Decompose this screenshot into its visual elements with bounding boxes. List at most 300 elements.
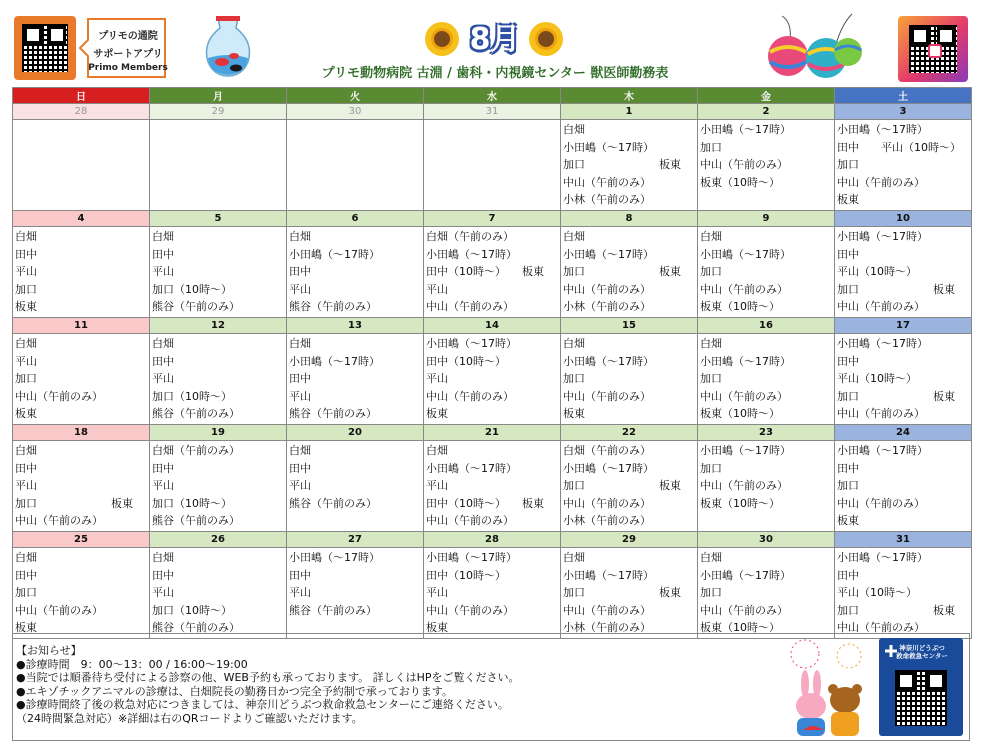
day-cell <box>561 334 698 425</box>
vet-line <box>15 263 147 281</box>
vet-name: 小田嶋（～17時） <box>289 354 380 368</box>
vet-name: 加口 <box>700 586 722 600</box>
vet-name: 白畑 <box>563 123 585 136</box>
vet-name: 小田嶋（～17時） <box>563 140 654 154</box>
vet-name: 平山（10時～） <box>837 265 917 279</box>
vet-line <box>837 156 969 174</box>
vet-line <box>152 549 284 567</box>
vet-line <box>700 388 832 406</box>
vet-line <box>426 281 558 299</box>
vet-name: 平山 <box>289 479 311 493</box>
vet-line <box>152 281 284 299</box>
vet-name: 中山（午前のみ） <box>426 514 514 528</box>
day-cell <box>698 227 835 318</box>
notice-box <box>12 633 970 741</box>
vet-name: 板東 <box>837 514 859 528</box>
vet-line <box>15 460 147 478</box>
date-number: 30 <box>698 532 835 548</box>
date-number: 3 <box>835 104 972 120</box>
vet-line <box>152 512 284 530</box>
day-cell <box>13 548 150 639</box>
app-badge-line3: Primo Members <box>88 63 168 73</box>
date-number: 28 <box>13 104 150 120</box>
vet-name: 平山 <box>426 372 448 386</box>
vet-name: 小林（午前のみ） <box>563 300 651 314</box>
date-number-row <box>13 318 972 334</box>
date-number: 6 <box>287 211 424 227</box>
vet-line <box>700 335 832 353</box>
qr-code-icon <box>22 24 68 72</box>
vet-line <box>15 549 147 567</box>
vet-name: 白畑 <box>152 551 174 564</box>
vet-line <box>837 263 969 281</box>
app-badge-line1: プリモの通院 <box>98 31 158 42</box>
notice-line: ●診療時間終了後の救急対応につきましては、神奈川どうぶつ救命救急センターにご連絡ください。 <box>16 698 509 711</box>
vet-line <box>426 584 558 602</box>
vet-name: 中山（午前のみ） <box>15 389 103 403</box>
duty-row <box>13 441 972 532</box>
vet-name: 田中（10時～） <box>426 265 506 279</box>
weekday-header-saturday: 土 <box>835 88 972 104</box>
vet-line <box>426 477 558 495</box>
day-cell <box>150 227 287 318</box>
vet-line <box>563 370 695 388</box>
vet-line <box>700 156 832 174</box>
day-cell <box>835 334 972 425</box>
vet-name: 熊谷（午前のみ） <box>289 496 377 510</box>
vet-name: 平山 <box>426 479 448 493</box>
vet-line <box>289 567 421 585</box>
vet-name: 加口 <box>563 586 585 600</box>
vet-name: 田中（10時～） <box>426 354 506 368</box>
vet-line <box>563 495 695 513</box>
vet-line <box>837 353 969 371</box>
vet-line <box>289 388 421 406</box>
vet-line <box>289 442 421 460</box>
vet-line <box>700 228 832 246</box>
vet-name: 田中 <box>289 461 311 475</box>
vet-name-secondary: 板東 <box>522 496 544 510</box>
vet-name: 白畑 <box>289 230 311 243</box>
vet-line <box>15 370 147 388</box>
vet-line <box>152 246 284 264</box>
vet-name: 加口 <box>837 479 859 493</box>
vet-line <box>700 263 832 281</box>
vet-name: 田中 <box>15 247 37 261</box>
vet-name: 加口 <box>563 158 585 172</box>
rabbit-and-bear-mascot-icon <box>783 636 875 740</box>
vet-name: 加口 <box>563 265 585 279</box>
vet-name-secondary: 板東 <box>933 389 955 403</box>
vet-name: 白畑 <box>152 337 174 350</box>
vet-name: 板東 <box>426 621 448 635</box>
vet-name: 中山（午前のみ） <box>700 603 788 617</box>
vet-line <box>837 549 969 567</box>
vet-name: 田中 <box>15 568 37 582</box>
vet-name: 加口 <box>700 461 722 475</box>
vet-name: 小田嶋（～17時） <box>563 461 654 475</box>
vet-line <box>700 246 832 264</box>
date-number: 15 <box>561 318 698 334</box>
date-number: 23 <box>698 425 835 441</box>
vet-name: 加口 <box>15 496 37 510</box>
vet-name: 田中 <box>289 265 311 279</box>
vet-line <box>289 228 421 246</box>
vet-name: 板東（10時～） <box>700 496 780 510</box>
vet-name: 白畑 <box>15 230 37 243</box>
vet-line <box>152 567 284 585</box>
notice-title: 【お知らせ】 <box>16 644 82 657</box>
duty-row <box>13 548 972 639</box>
vet-line <box>563 281 695 299</box>
weekday-header-row <box>13 88 972 104</box>
date-number: 18 <box>13 425 150 441</box>
vet-line <box>837 281 969 299</box>
vet-name: 白畑 <box>700 551 722 564</box>
date-number: 10 <box>835 211 972 227</box>
vet-name: 中山（午前のみ） <box>426 300 514 314</box>
vet-line <box>289 263 421 281</box>
vet-name: 中山（午前のみ） <box>700 479 788 493</box>
vet-line <box>563 298 695 316</box>
vet-name: 熊谷（午前のみ） <box>152 621 240 635</box>
vet-name: 中山（午前のみ） <box>15 603 103 617</box>
vet-name: 小田嶋（～17時） <box>289 247 380 261</box>
vet-name: 白畑（午前のみ） <box>152 444 240 457</box>
vet-name: 小田嶋（～17時） <box>837 444 928 457</box>
date-number: 30 <box>287 104 424 120</box>
vet-name: 板東 <box>15 300 37 314</box>
vet-line <box>837 495 969 513</box>
day-cell <box>13 120 150 211</box>
vet-name: 平山 <box>289 282 311 296</box>
date-number: 16 <box>698 318 835 334</box>
vet-name: 板東（10時～） <box>700 175 780 189</box>
vet-line <box>837 174 969 192</box>
app-badge-line2: サポートアプリ <box>93 49 163 60</box>
vet-name: 小田嶋（～17時） <box>700 354 791 368</box>
vet-line <box>152 353 284 371</box>
vet-name: 小田嶋（～17時） <box>289 551 380 564</box>
day-cell <box>424 548 561 639</box>
vet-name: 加口 <box>837 603 859 617</box>
vet-name: 白畑 <box>426 444 448 457</box>
vet-name: 加口 <box>563 479 585 493</box>
vet-name-secondary: 板東 <box>111 496 133 510</box>
vet-name: 中山（午前のみ） <box>426 603 514 617</box>
water-balloon-icon <box>762 12 872 86</box>
vet-name-secondary: 板東 <box>933 282 955 296</box>
day-cell <box>561 227 698 318</box>
vet-name: 田中（10時～） <box>426 568 506 582</box>
vet-name: 田中 <box>289 372 311 386</box>
vet-line <box>837 191 969 209</box>
vet-line <box>152 335 284 353</box>
date-number: 14 <box>424 318 561 334</box>
vet-line <box>289 353 421 371</box>
vet-name: 中山（午前のみ） <box>563 282 651 296</box>
date-number: 4 <box>13 211 150 227</box>
vet-line <box>837 246 969 264</box>
vet-name: 田中 <box>289 568 311 582</box>
vet-name: 加口 <box>15 282 37 296</box>
vet-name-secondary: 板東 <box>659 158 681 172</box>
vet-name: 加口 <box>563 372 585 386</box>
notice-line: ●診療時間 9：00～13：00 / 16:00～19:00 <box>16 657 248 671</box>
vet-line <box>837 442 969 460</box>
vet-name: 加口（10時～） <box>152 389 232 403</box>
vet-name: 中山（午前のみ） <box>700 158 788 172</box>
vet-name: 平山 <box>15 265 37 279</box>
vet-line <box>152 263 284 281</box>
vet-line <box>563 512 695 530</box>
vet-name-secondary: 板東 <box>659 265 681 279</box>
vet-line <box>700 139 832 157</box>
vet-name: 平山 <box>152 265 174 279</box>
vet-name: 中山（午前のみ） <box>563 175 651 189</box>
day-cell <box>150 334 287 425</box>
vet-name: 小田嶋（～17時） <box>563 354 654 368</box>
vet-name: 小田嶋（～17時） <box>837 551 928 564</box>
vet-line <box>15 228 147 246</box>
emergency-center-box <box>879 638 963 736</box>
date-number: 28 <box>424 532 561 548</box>
vet-line <box>563 388 695 406</box>
day-cell <box>561 120 698 211</box>
date-number: 1 <box>561 104 698 120</box>
date-number: 25 <box>13 532 150 548</box>
vet-name: 白畑 <box>289 444 311 457</box>
vet-name: 加口（10時～） <box>152 282 232 296</box>
vet-line <box>426 388 558 406</box>
date-number: 27 <box>287 532 424 548</box>
vet-name: 白畑 <box>700 230 722 243</box>
vet-line <box>152 584 284 602</box>
weekday-header-wednesday: 水 <box>424 88 561 104</box>
vet-line <box>15 495 147 513</box>
vet-name: 板東 <box>15 621 37 635</box>
vet-name: 加口 <box>837 282 859 296</box>
vet-name: 加口 <box>700 265 722 279</box>
vet-line <box>563 477 695 495</box>
vet-line <box>563 335 695 353</box>
vet-name: 中山（午前のみ） <box>563 389 651 403</box>
vet-name: 小田嶋（～17時） <box>837 337 928 350</box>
vet-name: 小田嶋（～17時） <box>426 337 517 350</box>
vet-line <box>700 405 832 423</box>
date-number: 20 <box>287 425 424 441</box>
date-number-row <box>13 425 972 441</box>
vet-line <box>15 512 147 530</box>
vet-name: 熊谷（午前のみ） <box>152 300 240 314</box>
vet-name-secondary: 板東 <box>659 479 681 493</box>
vet-line <box>700 298 832 316</box>
vet-line <box>837 477 969 495</box>
app-badge <box>78 16 168 80</box>
vet-name: 小田嶋（～17時） <box>700 444 791 457</box>
vet-line <box>700 121 832 139</box>
vet-line <box>700 477 832 495</box>
vet-line <box>563 191 695 209</box>
vet-line <box>700 353 832 371</box>
vet-name: 中山（午前のみ） <box>837 496 925 510</box>
vet-name: 平山 <box>426 282 448 296</box>
page-title: プリモ動物病院 古淵 / 歯科・内視鏡センター 獣医師勤務表 <box>321 66 669 81</box>
vet-name: 中山（午前のみ） <box>426 389 514 403</box>
vet-line <box>563 139 695 157</box>
vet-line <box>289 495 421 513</box>
day-cell <box>835 548 972 639</box>
app-qr-code-box <box>14 16 76 80</box>
vet-line <box>837 370 969 388</box>
vet-line <box>289 549 421 567</box>
date-number-row <box>13 104 972 120</box>
vet-line <box>289 335 421 353</box>
vet-name: 田中（10時～） <box>426 496 506 510</box>
duty-row <box>13 120 972 211</box>
day-cell <box>698 120 835 211</box>
vet-line <box>152 228 284 246</box>
vet-line <box>15 246 147 264</box>
weekday-header-monday: 月 <box>150 88 287 104</box>
vet-name: 田中 <box>152 461 174 475</box>
vet-line <box>837 405 969 423</box>
vet-line <box>289 477 421 495</box>
day-cell <box>424 334 561 425</box>
vet-name: 田中 <box>152 247 174 261</box>
vet-line <box>15 584 147 602</box>
day-cell <box>424 227 561 318</box>
date-number: 26 <box>150 532 287 548</box>
vet-name: 加口 <box>15 586 37 600</box>
vet-name: 田中 <box>837 354 859 368</box>
vet-name: 小田嶋（～17時） <box>700 123 791 136</box>
vet-line <box>152 442 284 460</box>
vet-name: 板東 <box>426 407 448 421</box>
day-cell <box>287 548 424 639</box>
date-number: 9 <box>698 211 835 227</box>
notice-line: ●当院では順番待ち受付による診察の他、WEB予約も承っております。 詳しくはHPをご覧ください。 <box>16 671 520 684</box>
vet-name: 加口（10時～） <box>152 603 232 617</box>
vet-name: 加口 <box>837 389 859 403</box>
vet-line <box>700 281 832 299</box>
vet-line <box>563 121 695 139</box>
vet-line <box>426 353 558 371</box>
vet-name: 平山（10時～） <box>837 586 917 600</box>
vet-line <box>15 442 147 460</box>
vet-line <box>837 567 969 585</box>
vet-name: 小田嶋（～17時） <box>426 551 517 564</box>
vet-name: 中山（午前のみ） <box>837 407 925 421</box>
vet-line <box>837 512 969 530</box>
month-label: 8月 <box>469 22 521 57</box>
date-number: 22 <box>561 425 698 441</box>
vet-line <box>837 139 969 157</box>
weekday-header-thursday: 木 <box>561 88 698 104</box>
vet-name: 小田嶋（～17時） <box>563 568 654 582</box>
vet-name: 板東（10時～） <box>700 621 780 635</box>
vet-name: 熊谷（午前のみ） <box>152 514 240 528</box>
vet-line <box>152 602 284 620</box>
vet-name: 熊谷（午前のみ） <box>289 603 377 617</box>
day-cell <box>287 227 424 318</box>
vet-name: 平山 <box>152 586 174 600</box>
vet-name: 平山 <box>152 479 174 493</box>
vet-name: 中山（午前のみ） <box>700 389 788 403</box>
vet-line <box>700 370 832 388</box>
vet-line <box>152 477 284 495</box>
vet-name: 白畑 <box>563 337 585 350</box>
vet-name: 田中 <box>15 461 37 475</box>
day-cell <box>835 120 972 211</box>
vet-name: 熊谷（午前のみ） <box>152 407 240 421</box>
vet-name: 小田嶋（～17時） <box>837 123 928 136</box>
goldfish-bag-icon <box>200 12 256 78</box>
emergency-center-qr-code-icon <box>895 670 947 726</box>
weekday-header-sunday: 日 <box>13 88 150 104</box>
vet-name: 中山（午前のみ） <box>700 282 788 296</box>
vet-line <box>563 584 695 602</box>
vet-name: 田中 <box>152 354 174 368</box>
vet-line <box>837 228 969 246</box>
vet-line <box>426 246 558 264</box>
vet-name: 小田嶋（～17時） <box>563 247 654 261</box>
date-number-row <box>13 211 972 227</box>
day-cell <box>698 548 835 639</box>
vet-line <box>563 442 695 460</box>
vet-line <box>837 584 969 602</box>
vet-name: 熊谷（午前のみ） <box>289 300 377 314</box>
vet-line <box>563 405 695 423</box>
vet-name: 白畑 <box>15 444 37 457</box>
date-number: 13 <box>287 318 424 334</box>
day-cell <box>835 227 972 318</box>
vet-name: 田中 <box>837 461 859 475</box>
vet-name: 田中 <box>837 568 859 582</box>
vet-line <box>289 460 421 478</box>
day-cell <box>13 334 150 425</box>
vet-line <box>837 460 969 478</box>
day-cell <box>835 441 972 532</box>
vet-line <box>289 584 421 602</box>
vet-name: 平山（10時～） <box>837 372 917 386</box>
vet-line <box>563 246 695 264</box>
vet-line <box>563 549 695 567</box>
vet-name: 中山（午前のみ） <box>837 175 925 189</box>
vet-line <box>289 281 421 299</box>
emergency-center-name <box>883 644 961 660</box>
vet-line <box>289 298 421 316</box>
date-number-row <box>13 532 972 548</box>
day-cell <box>698 334 835 425</box>
date-number: 31 <box>424 104 561 120</box>
vet-name: 白畑 <box>563 230 585 243</box>
vet-name-secondary: 板東 <box>522 265 544 279</box>
vet-name: 白畑 <box>152 230 174 243</box>
vet-line <box>152 388 284 406</box>
vet-line <box>289 405 421 423</box>
vet-name: 小田嶋（～17時） <box>837 230 928 243</box>
vet-name: 熊谷（午前のみ） <box>289 407 377 421</box>
vet-name: 平山 <box>289 389 311 403</box>
date-number: 8 <box>561 211 698 227</box>
vet-line <box>837 121 969 139</box>
date-number: 12 <box>150 318 287 334</box>
vet-name: 加口 <box>837 158 859 172</box>
vet-name: 中山（午前のみ） <box>563 496 651 510</box>
vet-line <box>563 156 695 174</box>
instagram-qr-code-box <box>898 16 968 82</box>
